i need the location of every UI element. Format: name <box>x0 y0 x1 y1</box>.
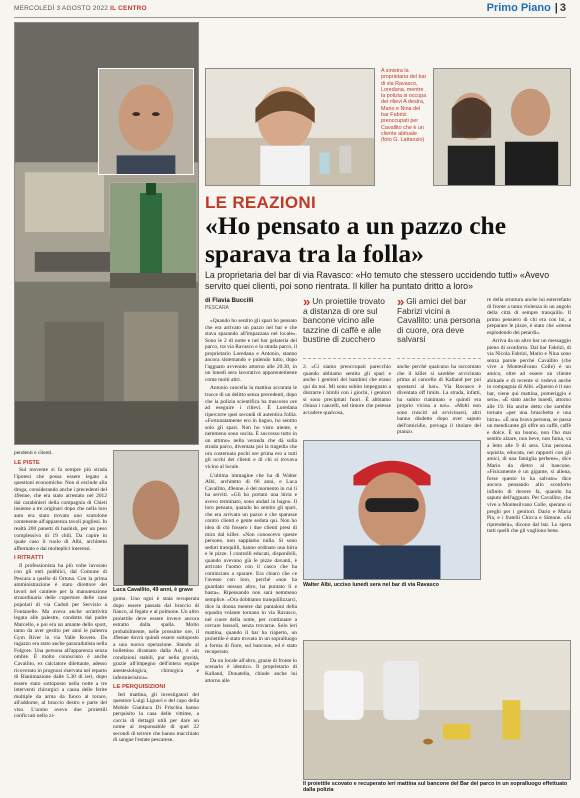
paragraph: Da un locale all'altro, grazie di fronte lo scenario è identico. Il proprietario di Kalland, Donatella, chiude anche lui attorno alle <box>205 657 297 684</box>
paragraph: Antonio cancella la mattina accurata le tracce di un delitto senza precedenti, dopo che la polizia scientifica ha trascorso ore ad eseguire i rilievi. È Loredana ripercorre quei secondi di autentica follia. «Fortunatamente ero in bagno, ho sentito solo gli spari. Non ho visto niente, e nemmeno sono uscita. È successo tutto in un attimo» nella veranda che dà sulla strada parco, diventata poi la tragedia che ora costernata pochi ore prima ero a tutti gli occhi dei clienti e di chi si trovava vicino al locale. <box>205 385 297 471</box>
quote-mark-icon: » <box>303 294 311 309</box>
column-main-3 <box>397 364 481 436</box>
paragraph: anche perché qualcuno ha raccontato che il killer si sarebbe avvicinato prima al cancello di Kalland per poi spostarsi al bar». Via Ravasco è diventata off limits. La strada, infatti, ha subito rianimato e quindi era proprio vicina a noi». «Molti non sono riusciti ad avvicinarsi, altri hanno disdetto dopo aver saputo dell'omicidio, prevaga il titolare del pranzo. <box>397 364 481 436</box>
section-name: Primo Piano <box>486 2 551 14</box>
quote-mark-icon: » <box>397 294 405 309</box>
bullet-on-counter-photo <box>303 640 571 780</box>
divider <box>397 358 481 359</box>
page-separator: | <box>554 2 558 14</box>
cavallito-portrait-inset <box>98 68 194 175</box>
page-section-header <box>487 2 566 14</box>
pull-quote-2 <box>397 294 481 345</box>
page-number: 3 <box>559 2 566 14</box>
byline <box>205 297 297 311</box>
column-main-1 <box>205 318 297 788</box>
bottom-photo-caption: Il proiettile scovato e recuperato ieri mattina sul bancone del Bar del parco in un sopralluogo effettuato dalla polizia <box>303 781 568 794</box>
newspaper-name: IL CENTRO <box>110 5 147 12</box>
cavallito-portrait <box>113 450 199 586</box>
section-label: LE REAZIONI <box>205 193 316 212</box>
walter-albi-photo <box>303 440 481 580</box>
divider <box>303 358 391 359</box>
paragraph: «Quando ho sentito gli spari ho pensato che era arrivato un pazzo nel bar e che stava sparando all'impazzata nel locale». Sono le 2 di notte e nel bar gelateria del parco, tra via Ravasco e la strada parco, il proprietario Loredana e Antonio, stanno ancora sistemando e pulendo tutto, dopo l'agguato avvenuto attorno alle 20.30, in un lunedì sera lavorativo apparentemente come molti altri. <box>205 318 297 383</box>
pull-quote-1 <box>303 294 391 345</box>
author: di Flavia Buccilli <box>205 297 254 304</box>
header-rule <box>14 17 566 18</box>
paragraph: L'ultima immagine che ha di Walter Albi, architetto di 66 anni, e Luca Cavallito, 49enne, è del momento in cui li ha serviti. «Gli ho portato una birra e avevo terminato, sono andati in bagno. Il loro pensato, quando ho sentito gli spari, che era arrivato un pazzo e che sparasse contro clienti e gente seduta qui. Non ho idea di chi fossero i due clienti presi di mira dal killer. «Non conoscevo queste persone, non sappiamo nulla. Si sono seduti tranquilli, hanno ordinato una birra e le pizze. I controlli educati, disponibili, quando avevano già le pizze davanti, è arrivato l'uomo con il casco che ha cominciato a sparare. Era chiaro che ce l'avesse con loro, perché «non ha guardato nessun altro, ha puntato lì e basta». Ripensando non sarà nemmeno semplice. «Ora dobbiamo tranquillizzarci, dice la donna mentre dai pantaloni della squadra volante tornano in via Ravasco, nel cuore della notte, per continuare a cercare bossoli, senza trovarne. Solo ieri mattina, quando il bar ha riaperto, un proiettile è stato trovato in un sopralluogo a forma di fiore, sul bancone, ed è stato recuperato. <box>205 472 297 656</box>
column-main-4 <box>487 297 571 637</box>
paragraph: Sul movente si fa sempre più strada l'ipotesi che possa essere legato a questioni economiche. Non si esclude alla droga, considerando anche i precedenti del 49enne, che era stato arrestato nel 2012 dai carabinieri della compagnia di Chieti insieme a tre originari dopo che nella loro auto era stato trovato uno scatolone contenente all'apparenza tavoli pugliesi. In realtà 200 panetti di hashish, per un peso complessivo di 19 chili. Da capire in quale caso il ruolo di Albi, architetto affermato e dai molteplici interessi. <box>14 467 107 552</box>
subheading-ritratti: I RITRATTI <box>14 555 44 562</box>
paragraph: gomo. Uno ogni è stata recuperata dopo essere passata dal braccio di fianco, al fegato e al polmone. Un altro proiettile deve essere invece ancora estratto dalla spalla. Molto probabilmente, nelle prossime ore, il 49enne dovrà quindi essere sottoposto a una nuova operazione. Stando al bollettino diramato dalla Asl, è «in condizioni stabili, pur nella gravità, grazie all'impegno dell'intera equipe anestesiologica, chirurgica e infermieristica». <box>113 596 199 681</box>
subheading-perquisizioni: LE PERQUISIZIONI <box>113 684 166 691</box>
portrait-caption: Luca Cavallito, 49 anni, è grave <box>113 587 193 593</box>
paragraph: Ieri mattina, gli investigatori del questore Luigi Liguori e del capo della Mobile Gianluca Di Frischia hanno perquisito la casa delle vittime, a caccia di dettagli utili per dare un nome al responsabile di quel 22 secondi di terrore che hanno macchiato di sangue l'estate pescarese. <box>113 691 199 744</box>
albi-photo-caption: Walter Albi, ucciso lunedì sera nel bar di via Ravasco <box>303 582 439 588</box>
paragraph: re della struttura anche lui esterrefatto di fronte a tanta violenza in un angolo della città di sempre tranquillo. Il primo pensiero di chi era con lui, a preparare le pizze, è stato che «stesse esplodendo dei petardi». <box>487 297 571 336</box>
pull-quote-text: Gli amici del bar Fabrizi vicini a Cavallito: una persona di cuore, ora deve salvarsi <box>397 296 481 345</box>
top-photo-caption: A sinistra la proprietaria del bar di via Ravasco, Loredana, mentre la polizia si occupa dei rilievi A destra, Mario e Nina del bar Fabrizi preoccupati per Cavallito che è un cliente abituale (foto G. Lattanzio) <box>381 68 427 144</box>
page-date-line <box>14 5 147 12</box>
loredana-photo <box>205 68 375 186</box>
column-second-text <box>113 596 199 788</box>
pull-quote-text: Un proiettile trovato a distanza di ore sul bancone vicino alle tazzine di caffè e alle bustine di zucchero <box>303 296 385 345</box>
paragraph: Arriva da un altro bar un messaggio pieno di sconforto. Dal bar Fabrizi, di via Nicola Fabrizi, Mario e Nina sono senza parole perché Cavallito (che vive a Montesilvano Colle) è un amico, oltre ad essere un cliente abituale e di recente si vedeva anche in compagnia di Albi. «Questo è il suo bar, viene qui mattina, pomeriggio e sera», «È stato anche lunedì, attorno alle 19. Ha anche detto che sarebbe tornato «per una bruschetta e una birra». «È una brava persona, se passa un mendicante gli offre un caffè, caffè e dolce. È un buono, non l'ho mai sentito alzare, non beve, non fuma, va a letto alle 9 di sera. Una persona squisita, educata, nei rapporti con gli amici, di una famiglia perbene», dice Mario da dietro al bancone. «Fisicamente è un gigante, si allena, forse questo lo ha salvato» dice ancora pensando allo sconforto infinito di dovere fa, quando ha saputo dell'agguato. Per Cavallito, che vive a Montesilvano Colle, sperano si preghi per i genitori. Dario e Maria Pia, e i fratelli Chicca e Simone. «Si riprenderà», dicono dal bar. Lo spera tutti quelli che gli vogliono bene. <box>487 338 571 535</box>
subhead: La proprietaria del bar di via Ravasco: «Ho temuto che stessero uccidendo tutti» «Avevo servito quei clienti, poi sono rientrata. Il killer ha puntato dritto a loro» <box>205 270 550 291</box>
paragraph: pendenti e clienti. <box>14 450 53 456</box>
column-main-2 <box>303 364 391 436</box>
paragraph: 2. «Ci siamo preoccupati parecchio quando abbiamo sentito gli spari e anche i genitori dei bambini che erano qui da noi. Mi sono subito impegnato a distrarre i bimbi con i giochi, i genitori si sono precipitati fuori. È abbiamo chiuso i cancelli, nel timore che potesse accadere qualcosa, <box>303 364 391 416</box>
issue-date: MERCOLEDÌ 3 AGOSTO 2022 <box>14 5 109 12</box>
subheading-piste: LE PISTE <box>14 459 40 466</box>
column-left-text <box>14 450 107 788</box>
dateline-location: PESCARA <box>205 305 229 311</box>
paragraph: Il professionista ha più volte lavorato con gli enti pubblici, dal Comune di Pescara a quello di Ortona. Con la prima amministrazione è stato direttore dei lavori nel cantiere per la manutenzione straordinaria delle coperture delle case popolari di via Caduti per Servizio a Fontanelle. Ma aveva anche un'attività legata alle palestre, condotta dal padre Marcello, e poi era un amante dello sport, tanto da aver gestito per anni le palestra Gym River in via Valle Roveto. Da ragazzo era stato anche paracadutista nella Folgore. Una persona all'apparenza senza ombre. È molto conosciuto è anche Cavallito, ex calciatore dilettante, adesso ricoverato in prognosi riservata nel reparto di Rianimazione dalle 5.30 di ieri, dopo essere stato sottoposto nella notte a tre interventi chirurgici a causa delle ferite multiple da arma da fuoco al torace, all'addome, al braccio destro e parte del viso. L'uomo aveva due proiettili conficcati nello zi- <box>14 562 107 720</box>
headline: «Ho pensato a un pazzo che sparava tra la folla» <box>205 211 507 268</box>
bar-bottle-photo <box>110 183 196 288</box>
mario-nina-photo <box>433 68 571 186</box>
